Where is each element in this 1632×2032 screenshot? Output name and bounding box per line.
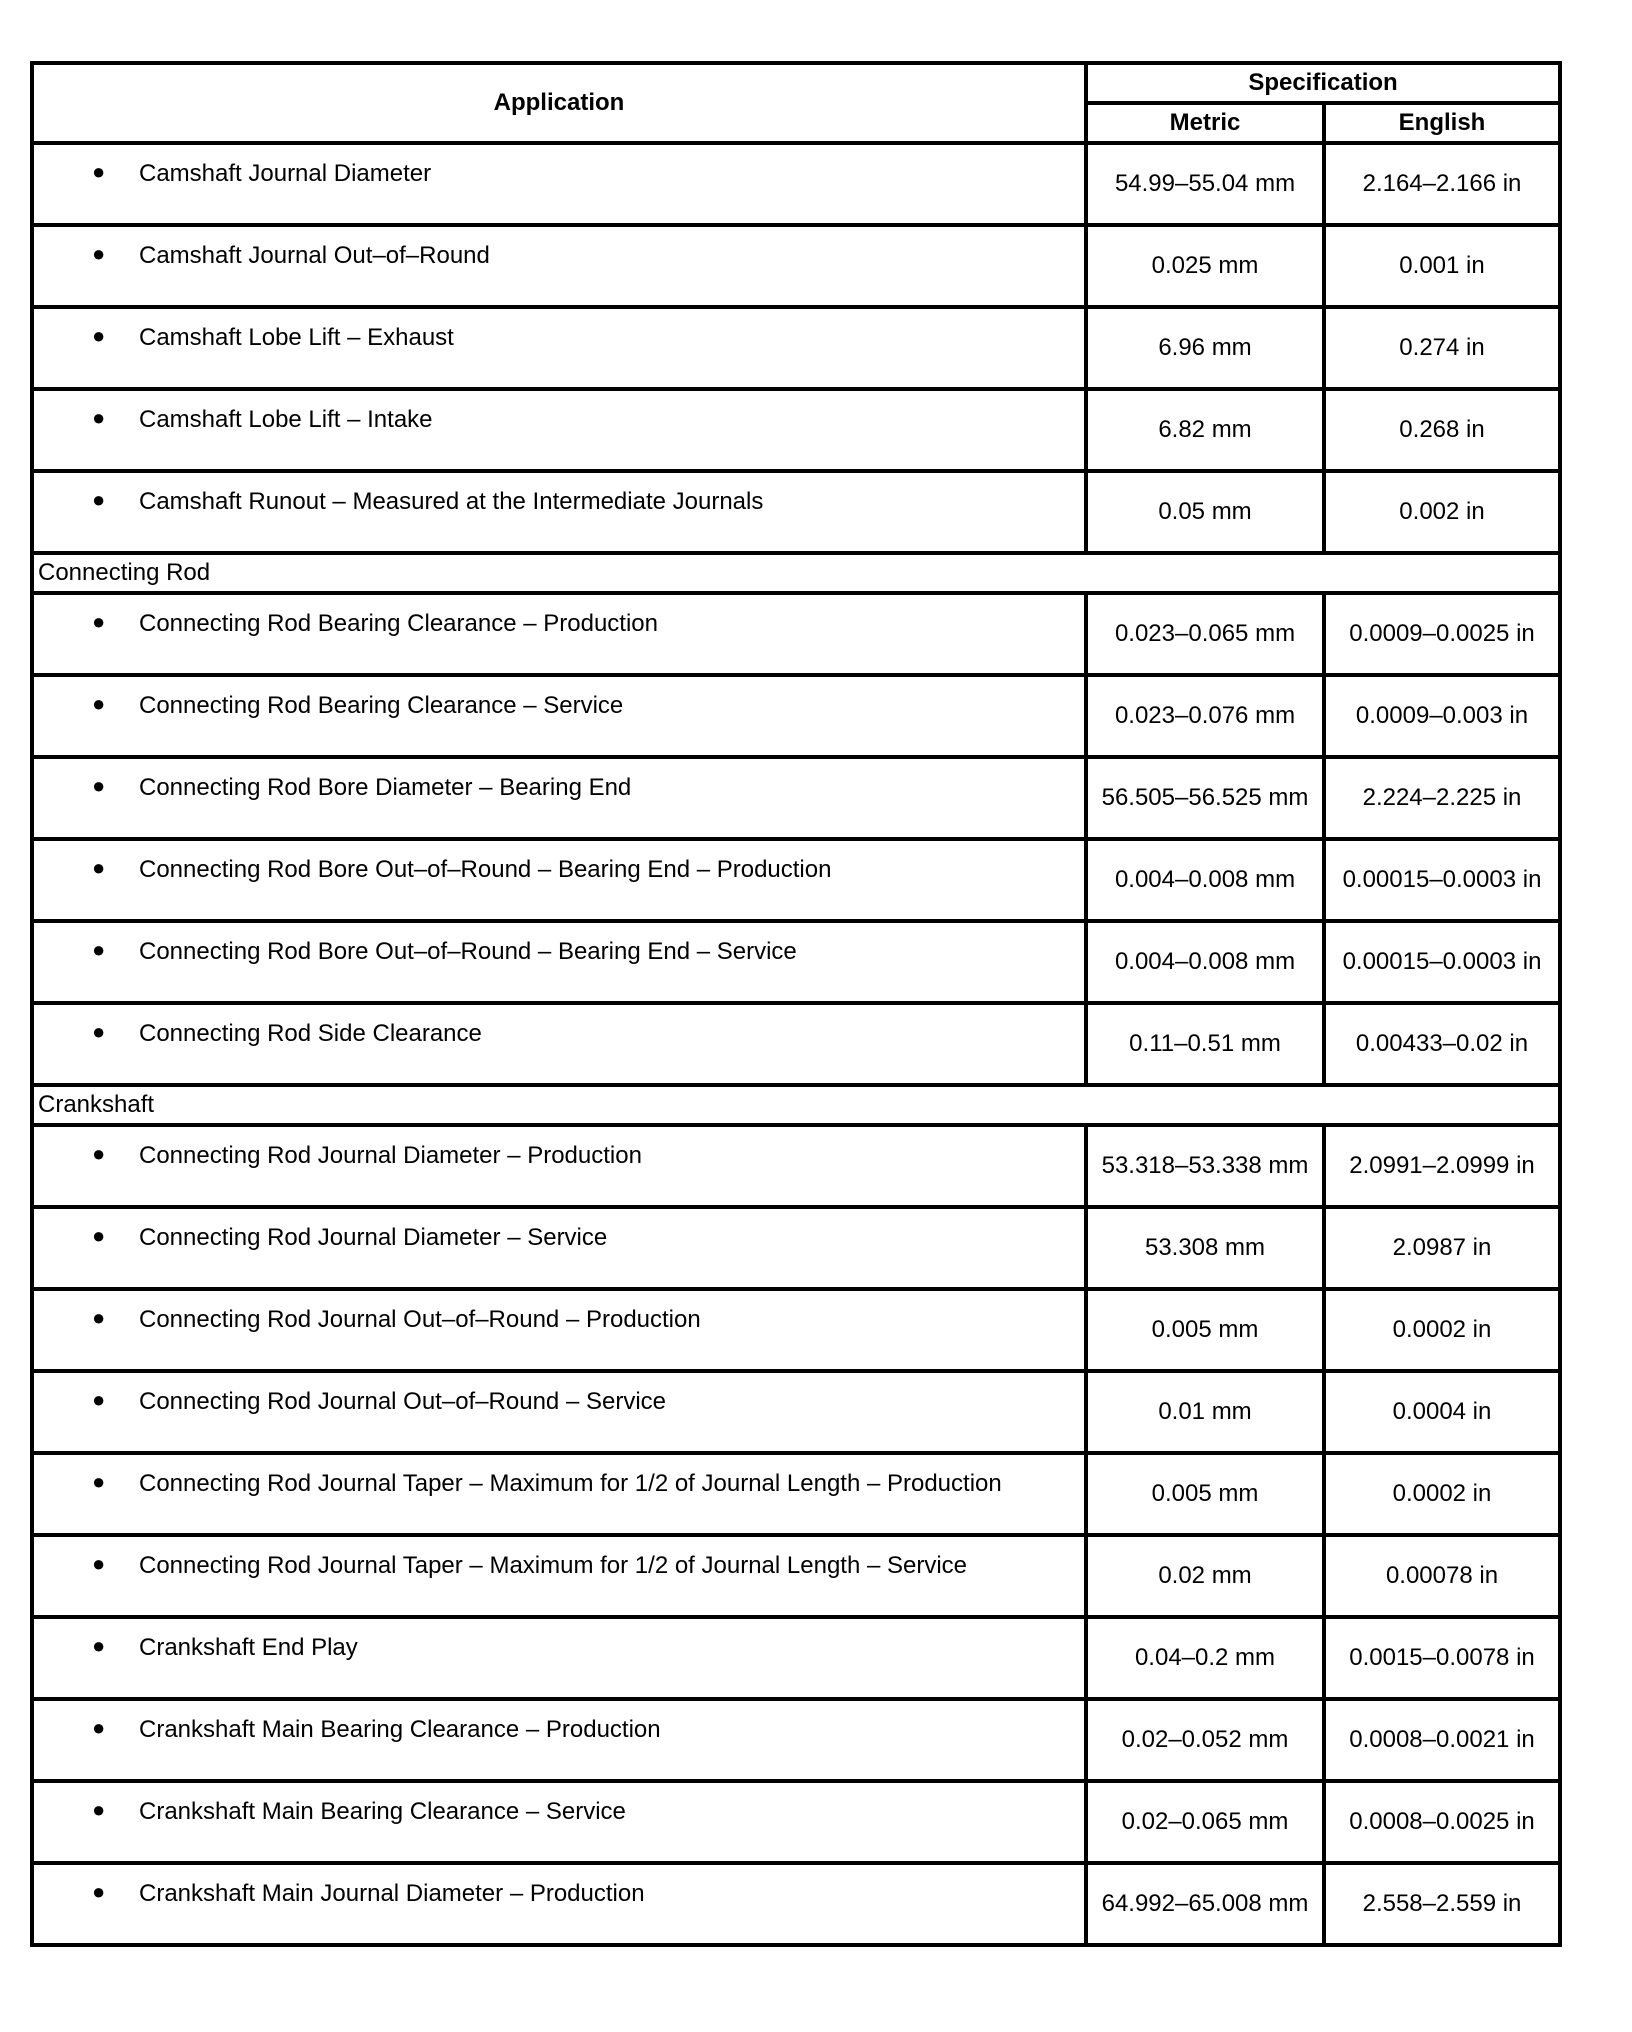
english-value: 0.00015–0.0003 in	[1324, 921, 1560, 1003]
application-cell	[32, 1371, 1086, 1453]
application-label: Connecting Rod Bore Out–of–Round – Bearing End – Production	[139, 856, 832, 883]
application-label: Crankshaft Main Journal Diameter – Production	[139, 1880, 645, 1907]
bullet-icon: ●	[92, 609, 106, 634]
application-cell	[32, 1617, 1086, 1699]
bullet-icon: ●	[92, 1223, 106, 1248]
application-cell	[32, 593, 1086, 675]
application-label: Camshaft Runout – Measured at the Intermediate Journals	[139, 488, 764, 515]
bullet-icon: ●	[92, 773, 106, 798]
english-value: 0.002 in	[1324, 471, 1560, 553]
metric-value: 0.023–0.076 mm	[1086, 675, 1324, 757]
application-cell	[32, 307, 1086, 389]
metric-value: 0.04–0.2 mm	[1086, 1617, 1324, 1699]
metric-value: 64.992–65.008 mm	[1086, 1863, 1324, 1945]
bullet-icon: ●	[92, 159, 106, 184]
english-value: 0.274 in	[1324, 307, 1560, 389]
english-value: 0.00078 in	[1324, 1535, 1560, 1617]
application-cell	[32, 1289, 1086, 1371]
table-row	[32, 1699, 1560, 1781]
application-label: Crankshaft Main Bearing Clearance – Production	[139, 1716, 661, 1743]
bullet-icon: ●	[92, 855, 106, 880]
metric-value: 0.004–0.008 mm	[1086, 839, 1324, 921]
bullet-icon: ●	[92, 1019, 106, 1044]
english-value: 2.0991–2.0999 in	[1324, 1125, 1560, 1207]
english-value: 0.00433–0.02 in	[1324, 1003, 1560, 1085]
english-value: 0.0002 in	[1324, 1453, 1560, 1535]
english-value: 0.0015–0.0078 in	[1324, 1617, 1560, 1699]
group-row	[32, 1085, 1560, 1125]
application-cell	[32, 921, 1086, 1003]
table-row	[32, 1125, 1560, 1207]
metric-value: 0.02–0.052 mm	[1086, 1699, 1324, 1781]
english-value: 0.0009–0.003 in	[1324, 675, 1560, 757]
metric-value: 54.99–55.04 mm	[1086, 143, 1324, 225]
table-row	[32, 839, 1560, 921]
header-application: Application	[32, 63, 1086, 143]
metric-value: 0.11–0.51 mm	[1086, 1003, 1324, 1085]
application-cell	[32, 1125, 1086, 1207]
application-label: Crankshaft Main Bearing Clearance – Service	[139, 1798, 626, 1825]
table-row	[32, 675, 1560, 757]
group-label: Crankshaft	[32, 1085, 1560, 1125]
application-label: Connecting Rod Journal Out–of–Round – Service	[139, 1388, 666, 1415]
bullet-icon: ●	[92, 405, 106, 430]
table-row	[32, 1371, 1560, 1453]
application-label: Connecting Rod Journal Out–of–Round – Production	[139, 1306, 701, 1333]
metric-value: 6.96 mm	[1086, 307, 1324, 389]
table-row	[32, 389, 1560, 471]
bullet-icon: ●	[92, 1715, 106, 1740]
bullet-icon: ●	[92, 1141, 106, 1166]
header-specification: Specification	[1086, 63, 1560, 103]
application-cell	[32, 1781, 1086, 1863]
metric-value: 53.318–53.338 mm	[1086, 1125, 1324, 1207]
metric-value: 0.005 mm	[1086, 1453, 1324, 1535]
english-value: 2.164–2.166 in	[1324, 143, 1560, 225]
bullet-icon: ●	[92, 1551, 106, 1576]
table-row	[32, 225, 1560, 307]
group-label: Connecting Rod	[32, 553, 1560, 593]
application-cell	[32, 225, 1086, 307]
english-value: 2.224–2.225 in	[1324, 757, 1560, 839]
english-value: 0.0008–0.0025 in	[1324, 1781, 1560, 1863]
table-row	[32, 593, 1560, 675]
application-label: Connecting Rod Journal Diameter – Production	[139, 1142, 642, 1169]
metric-value: 0.004–0.008 mm	[1086, 921, 1324, 1003]
table-row	[32, 143, 1560, 225]
application-label: Connecting Rod Journal Diameter – Service	[139, 1224, 608, 1251]
bullet-icon: ●	[92, 1797, 106, 1822]
application-label: Camshaft Lobe Lift – Exhaust	[139, 324, 454, 351]
application-label: Camshaft Journal Diameter	[139, 160, 432, 187]
english-value: 0.268 in	[1324, 389, 1560, 471]
metric-value: 0.05 mm	[1086, 471, 1324, 553]
application-cell	[32, 839, 1086, 921]
table-row	[32, 757, 1560, 839]
metric-value: 0.02–0.065 mm	[1086, 1781, 1324, 1863]
table-row	[32, 1863, 1560, 1945]
table-row	[32, 921, 1560, 1003]
application-cell	[32, 1699, 1086, 1781]
metric-value: 0.005 mm	[1086, 1289, 1324, 1371]
application-cell	[32, 757, 1086, 839]
english-value: 0.0009–0.0025 in	[1324, 593, 1560, 675]
application-cell	[32, 1453, 1086, 1535]
application-label: Crankshaft End Play	[139, 1634, 358, 1661]
application-cell	[32, 675, 1086, 757]
specification-table	[30, 61, 1562, 1947]
bullet-icon: ●	[92, 323, 106, 348]
table-row	[32, 307, 1560, 389]
table-row	[32, 1781, 1560, 1863]
english-value: 0.00015–0.0003 in	[1324, 839, 1560, 921]
bullet-icon: ●	[92, 1305, 106, 1330]
header-metric: Metric	[1086, 103, 1324, 143]
application-cell	[32, 1207, 1086, 1289]
table-row	[32, 471, 1560, 553]
english-value: 0.0004 in	[1324, 1371, 1560, 1453]
table-row	[32, 1535, 1560, 1617]
application-label: Connecting Rod Journal Taper – Maximum for 1/2 of Journal Length – Production	[139, 1470, 1002, 1497]
bullet-icon: ●	[92, 1879, 106, 1904]
metric-value: 0.01 mm	[1086, 1371, 1324, 1453]
bullet-icon: ●	[92, 691, 106, 716]
table-row	[32, 1289, 1560, 1371]
application-cell	[32, 1863, 1086, 1945]
metric-value: 0.02 mm	[1086, 1535, 1324, 1617]
application-cell	[32, 1003, 1086, 1085]
table-row	[32, 1453, 1560, 1535]
english-value: 2.0987 in	[1324, 1207, 1560, 1289]
application-label: Camshaft Lobe Lift – Intake	[139, 406, 433, 433]
application-cell	[32, 471, 1086, 553]
application-cell	[32, 143, 1086, 225]
bullet-icon: ●	[92, 487, 106, 512]
application-label: Connecting Rod Journal Taper – Maximum for 1/2 of Journal Length – Service	[139, 1552, 968, 1579]
application-cell	[32, 389, 1086, 471]
table-body	[32, 143, 1560, 1945]
table-row	[32, 1207, 1560, 1289]
bullet-icon: ●	[92, 1633, 106, 1658]
english-value: 2.558–2.559 in	[1324, 1863, 1560, 1945]
metric-value: 0.025 mm	[1086, 225, 1324, 307]
application-label: Camshaft Journal Out–of–Round	[139, 242, 490, 269]
header-english: English	[1324, 103, 1560, 143]
application-label: Connecting Rod Bearing Clearance – Production	[139, 610, 658, 637]
table-row	[32, 1003, 1560, 1085]
metric-value: 6.82 mm	[1086, 389, 1324, 471]
group-row	[32, 553, 1560, 593]
english-value: 0.0002 in	[1324, 1289, 1560, 1371]
application-label: Connecting Rod Bore Out–of–Round – Bearing End – Service	[139, 938, 797, 965]
metric-value: 56.505–56.525 mm	[1086, 757, 1324, 839]
application-label: Connecting Rod Bearing Clearance – Service	[139, 692, 624, 719]
metric-value: 53.308 mm	[1086, 1207, 1324, 1289]
application-label: Connecting Rod Side Clearance	[139, 1020, 482, 1047]
table-row	[32, 1617, 1560, 1699]
bullet-icon: ●	[92, 937, 106, 962]
application-label: Connecting Rod Bore Diameter – Bearing End	[139, 774, 632, 801]
english-value: 0.0008–0.0021 in	[1324, 1699, 1560, 1781]
application-cell	[32, 1535, 1086, 1617]
bullet-icon: ●	[92, 1387, 106, 1412]
english-value: 0.001 in	[1324, 225, 1560, 307]
metric-value: 0.023–0.065 mm	[1086, 593, 1324, 675]
bullet-icon: ●	[92, 1469, 106, 1494]
bullet-icon: ●	[92, 241, 106, 266]
